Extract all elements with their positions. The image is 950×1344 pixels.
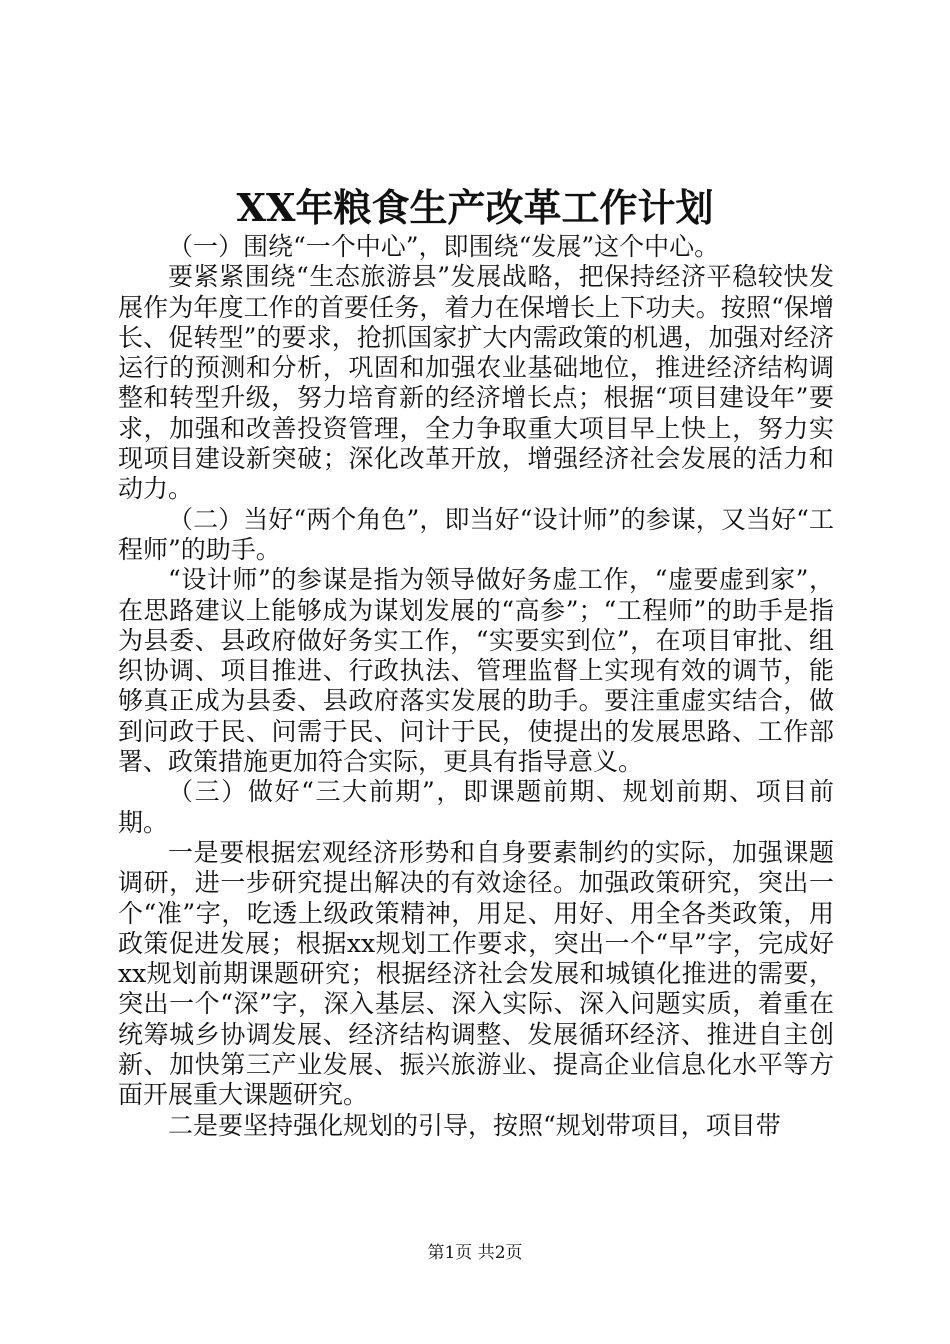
section-heading-2: （二）当好“两个角色”，即当好“设计师”的参谋，又当好“工程师”的助手。 <box>118 504 834 564</box>
page-footer: 第1页 共2页 <box>427 1243 523 1263</box>
section-heading-1: （一）围绕“一个中心”，即围绕“发展”这个中心。 <box>168 232 720 261</box>
body-paragraph: “设计师”的参谋是指为领导做好务虚工作，“虚要虚到家”，在思路建议上能够成为谋划发展的“高参”；“工程师”的助手是指为县委、县政府做好务实工作，“实要实到位”，在项目审批、组织协调、项目推进、行政执法、管理监督上实现有效的调节，能够真正成为县委、县政府落实发展的助手。要注重虚实结合，做到问政于民、问需于民、问计于民，使提出的发展思路、工作部署、政策措施更加符合实际，更具有指导意义。 <box>118 565 834 777</box>
document-body <box>118 232 834 1141</box>
body-paragraph: 一是要根据宏观经济形势和自身要素制约的实际，加强课题调研，进一步研究提出解决的有效途径。加强政策研究，突出一个“准”字，吃透上级政策精神，用足、用好、用全各类政策，用政策促进发展；根据xx规划工作要求，突出一个“早”字，完成好xx规划前期课题研究；根据经济社会发展和城镇化推进的需要，突出一个“深”字，深入基层、深入实际、深入问题实质，着重在统筹城乡协调发展、经济结构调整、发展循环经济、推进自主创新、加快第三产业发展、振兴旅游业、提高企业信息化水平等方面开展重大课题研究。 <box>118 837 834 1110</box>
section-heading-3: （三）做好“三大前期”，即课题前期、规划前期、项目前期。 <box>118 777 834 837</box>
body-paragraph: 要紧紧围绕“生态旅游县”发展战略，把保持经济平稳较快发展作为年度工作的首要任务，着力在保增长上下功夫。按照“保增长、促转型”的要求，抢抓国家扩大内需政策的机遇，加强对经济运行的预测和分析，巩固和加强农业基础地位，推进经济结构调整和转型升级，努力培育新的经济增长点；根据“项目建设年”要求，加强和改善投资管理，全力争取重大项目早上快上，努力实现项目建设新突破；深化改革开放，增强经济社会发展的活力和动力。 <box>118 262 834 504</box>
body-paragraph: 二是要坚持强化规划的引导，按照“规划带项目，项目带 <box>168 1110 781 1140</box>
document-title: XX年粮食生产改革工作计划 <box>236 185 714 230</box>
